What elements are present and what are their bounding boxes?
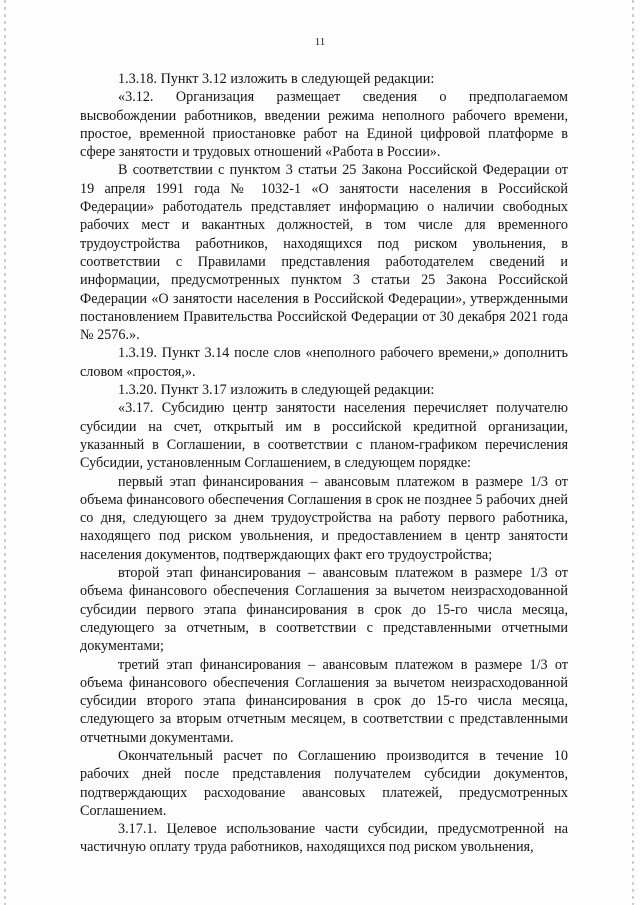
paragraph-3-12: «3.12. Организация размещает сведения о предполагаемом высвобождении работников, введении режима неполного рабочего времени, простое, временной приостановке работ на Единой цифровой платформе в сфере занятости и трудовых отношений «Работа в России». (80, 89, 568, 161)
paragraph-1-3-18: 1.3.18. Пункт 3.12 изложить в следующей редакции: (118, 71, 435, 87)
paragraph-second-stage: второй этап финансирования – авансовым платежом в размере 1/3 от объема финансового обеспечения Соглашения за вычетом неизрасходованной субсидии первого этапа финансирования в срок до 15-го числа месяца, следующего за отчетным, в соответствии с представленными отчетными документами; (80, 565, 568, 655)
paragraph-1-3-20: 1.3.20. Пункт 3.17 изложить в следующей редакции: (118, 382, 435, 399)
paragraph-third-stage: третий этап финансирования – авансовым платежом в размере 1/3 от объема финансового обеспечения Соглашения за вычетом неизрасходованной субсидии второго этапа финансирования в срок до 15-го числа месяца, следующего за вторым отчетным месяцем, в соответствии с представленными отчетными документами. (80, 656, 568, 746)
scan-edge-right (632, 0, 634, 905)
paragraph-first-stage: первый этап финансирования – авансовым платежом в размере 1/3 от объема финансового обеспечения Соглашения в срок не позднее 5 рабочих дней со дня, следующего за днем трудоустройства на работу первого работника, находящего под риском увольнения, и предоставлением в центр занятости населения документов, подтверждающих факт его трудоустройства; (80, 473, 568, 563)
document-body (80, 70, 568, 857)
paragraph-3-17: «3.17. Субсидию центр занятости населения перечисляет получателю субсидии на счет, открытый им в российской кредитной организации, указанный в Соглашении, в соответствии с планом-графиком перечисления Субсидии, установленным Соглашением, в следующем порядке: (80, 400, 568, 472)
paragraph-final-settlement: Окончательный расчет по Соглашению производится в течение 10 рабочих дней после представления получателем субсидии документов, подтверждающих расходование авансовых платежей, предусмотренных Соглашением. (80, 747, 568, 819)
paragraph-3-17-1: 3.17.1. Целевое использование части субсидии, предусмотренной на частичную оплату труда работников, находящихся под риском увольнения, (80, 821, 568, 856)
paragraph-employer-information: В соответствии с пунктом 3 статьи 25 Закона Российской Федерации от 19 апреля 1991 года № 1032-1 «О занятости населения в Российской Федерации» работодатель представляет информацию о наличии свободных рабочих мест и вакантных должностей, в том числе для временного трудоустройства работников, находящихся под риском увольнения, в соответствии с Правилами представления работодателем сведений и информации, предусмотренных пунктом 3 статьи 25 Закона Российской Федерации «О занятости населения в Российской Федерации», утвержденными постановлением Правительства Российской Федерации от 30 декабря 2021 года № 2576.». (80, 162, 568, 344)
scan-edge-left (4, 0, 6, 905)
page-number: 11 (314, 36, 326, 48)
paragraph-1-3-19: 1.3.19. Пункт 3.14 после слов «неполного рабочего времени,» дополнить словом «простоя,». (80, 345, 568, 380)
